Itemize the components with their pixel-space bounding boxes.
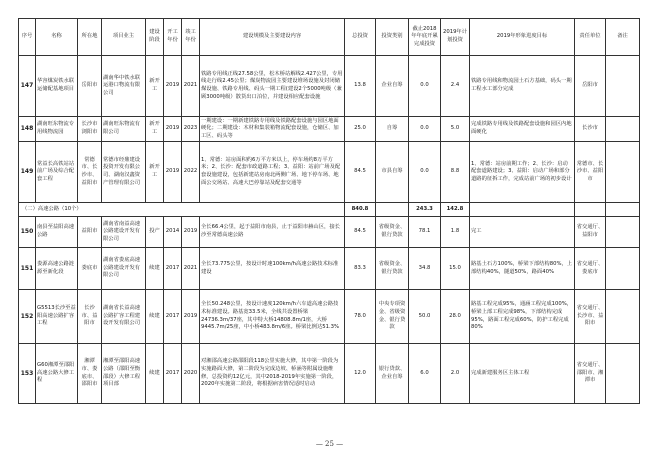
cell-owner: 湖南华中铁水联运港口物流有限公司 xyxy=(102,56,146,117)
cell-note xyxy=(606,142,640,203)
cell-note xyxy=(606,217,640,248)
col-mode-header: 投资类别 xyxy=(376,19,409,56)
col-location-header: 所在地 xyxy=(78,19,102,56)
cell-mode: 省级资金、银行贷款 xyxy=(376,217,409,248)
cell-seq: 148 xyxy=(19,117,36,142)
cell-seq: 147 xyxy=(19,56,36,117)
cell-plan: 2.0 xyxy=(441,344,470,404)
col-plan-header: 2019年计划投资 xyxy=(441,19,470,56)
cell-start: 2019 xyxy=(164,117,182,142)
cell-location: 长沙市浏阳市 xyxy=(78,117,102,142)
header-row xyxy=(19,19,640,56)
section-note xyxy=(606,203,640,217)
col-start-header: 开工年份 xyxy=(164,19,182,56)
cell-scope: 全长50.248公里，按设计速度120km/h六车道高速公路技术标准建设。路基宽33.5米，全线共设置桥梁24736.3m/37座，其中特大桥14808.8m/1座，大桥9445.7m/25座，中小桥483.8m/6座。桥梁比例达51.3% xyxy=(200,290,345,344)
cell-unit: 常德市、长沙市、益阳市 xyxy=(575,142,606,203)
cell-unit: 岳阳市 xyxy=(575,56,606,117)
table-row xyxy=(19,117,640,142)
cell-done: 0.0 xyxy=(409,142,441,203)
cell-name: 华容煤炭铁水联运储配基地项目 xyxy=(36,56,78,117)
cell-unit: 省交通厅、邵阳市、湘潭市 xyxy=(575,344,606,404)
cell-note xyxy=(606,56,640,117)
cell-goal: 路基土石方100%，桥梁下部结构80%，上部结构40%，隧道50%，路面40% xyxy=(470,248,575,290)
cell-total: 83.3 xyxy=(345,248,376,290)
cell-start: 2014 xyxy=(164,217,182,248)
cell-phase: 新开工 xyxy=(146,56,164,117)
section-row xyxy=(19,203,640,217)
cell-location: 长沙市、益阳市 xyxy=(78,290,102,344)
section-mode xyxy=(376,203,409,217)
col-phase-header: 建设阶段 xyxy=(146,19,164,56)
col-note-header: 备注 xyxy=(606,19,640,56)
cell-scope: 铁路专用线正线27.58公里，松木桥站解线2.427公里，专用线走行线2.45公里；煤炭物流园主要建设堆场设施及封闭储煤设施、铁路专用线、码头一期工程(建设2个5000吨级（兼顾3000吨级）散货出口泊位，并建设相应配套设施 xyxy=(200,56,345,117)
cell-goal: 完成铁路专用线及铁路配套设施和园区内地面硬化 xyxy=(470,117,575,142)
cell-goal: 路基工程完成95%，通涵工程完成100%，桥梁上部工程完成98%，下部结构完成95%，路面工程完成60%，防护工程完成80% xyxy=(470,290,575,344)
section-goal xyxy=(470,203,575,217)
cell-owner: 湖南省长益高速公路扩容工程建设开发有限公司 xyxy=(102,290,146,344)
cell-total: 12.0 xyxy=(345,344,376,404)
col-seq-header: 序号 xyxy=(19,19,36,56)
cell-end: 2020 xyxy=(182,344,200,404)
cell-seq: 149 xyxy=(19,142,36,203)
cell-phase: 续建 xyxy=(146,248,164,290)
cell-end: 2022 xyxy=(182,142,200,203)
cell-start: 2019 xyxy=(164,56,182,117)
cell-note xyxy=(606,117,640,142)
cell-owner: 湖南旺东物流有限公司 xyxy=(102,117,146,142)
col-scope-header: 建设规模及主要建设内容 xyxy=(200,19,345,56)
cell-goal: 完成新建服务区主体工程 xyxy=(470,344,575,404)
col-name-header: 名称 xyxy=(36,19,78,56)
cell-start: 2017 xyxy=(164,344,182,404)
cell-owner: 湖南省娄底高速公路建设开发有限公司 xyxy=(102,248,146,290)
cell-mode: 企业自筹 xyxy=(376,56,409,117)
cell-name: 南县至益阳高速公路 xyxy=(36,217,78,248)
cell-owner: 湖南省南益高速公路建设开发有限公司 xyxy=(102,217,146,248)
section-done: 243.3 xyxy=(409,203,441,217)
cell-scope: 全长73.775公里，按设计时速100km/h高速公路技术标准建设 xyxy=(200,248,345,290)
table-row xyxy=(19,142,640,203)
cell-done: 78.1 xyxy=(409,217,441,248)
table-row xyxy=(19,56,640,117)
cell-done: 50.0 xyxy=(409,290,441,344)
cell-phase: 投产 xyxy=(146,217,164,248)
cell-note xyxy=(606,290,640,344)
cell-mode: 自筹 xyxy=(376,117,409,142)
cell-unit: 省交通厅、娄底市 xyxy=(575,248,606,290)
cell-phase: 续建 xyxy=(146,290,164,344)
cell-done: 34.8 xyxy=(409,248,441,290)
cell-end: 2019 xyxy=(182,217,200,248)
cell-end: 2021 xyxy=(182,248,200,290)
cell-start: 2017 xyxy=(164,248,182,290)
cell-goal: 1、常德：站房前期工作；2、长沙：启动配套道路建设；3、益阳：启动广场和部分道路的征拆工作，完成站前广场的初步设计 xyxy=(470,142,575,203)
cell-total: 25.0 xyxy=(345,117,376,142)
cell-plan: 1.8 xyxy=(441,217,470,248)
project-table xyxy=(18,18,640,404)
col-end-header: 竣工年份 xyxy=(182,19,200,56)
cell-mode: 市县自筹 xyxy=(376,142,409,203)
cell-note xyxy=(606,344,640,404)
cell-mode: 银行贷款、企业自筹 xyxy=(376,344,409,404)
cell-seq: 152 xyxy=(19,290,36,344)
cell-location: 益阳市 xyxy=(78,217,102,248)
cell-name: 湖南旺东物流专用线物流园 xyxy=(36,117,78,142)
cell-name: G5513长沙至益阳高速公路扩容工程 xyxy=(36,290,78,344)
cell-done: 0.0 xyxy=(409,56,441,117)
cell-total: 84.5 xyxy=(345,217,376,248)
col-unit-header: 责任单位 xyxy=(575,19,606,56)
cell-start: 2017 xyxy=(164,290,182,344)
table-row xyxy=(19,344,640,404)
cell-end: 2019 xyxy=(182,290,200,344)
cell-plan: 8.8 xyxy=(441,142,470,203)
cell-end: 2021 xyxy=(182,56,200,117)
cell-end: 2023 xyxy=(182,117,200,142)
cell-scope: 1、常德：站房面积约6万平方米以上，停车场约8万平方米；2、长沙：配套市政道路工程；3、益阳：站前广场及配套设施建设，包括新建站房南北两侧广场、地下停车场、地面公交场站、高速大巴停靠站及配套交通等 xyxy=(200,142,345,203)
col-done-header: 截止2018年年底开累完成投资 xyxy=(409,19,441,56)
cell-done: 6.0 xyxy=(409,344,441,404)
cell-scope: 一期建设：一期新建铁路专用线及铁路配套设施与园区地面硬化；二期建设：木材和集装箱物流配套设施，仓储区、加工区、码头等 xyxy=(200,117,345,142)
section-title: （二）高速公路（10个） xyxy=(19,203,345,217)
table-row xyxy=(19,248,640,290)
cell-mode: 中央专项资金、省级资金、银行贷款 xyxy=(376,290,409,344)
col-goal-header: 2019年形象进度目标 xyxy=(470,19,575,56)
cell-total: 84.5 xyxy=(345,142,376,203)
cell-scope: 全长66.4公里，起于益阳市南县，止于益阳市赫山区，接长沙至常德高速公路 xyxy=(200,217,345,248)
cell-scope: 对湘邵高速公路邵阳段118公里实施大修，其中第一阶段为实施路面大修，第二阶段为完成边坡、桥涵等附属设施维修，总投资约12亿元，其中2018-2019年实施第一阶段，2020年实施第二阶段，将根据病害情况适时启动 xyxy=(200,344,345,404)
cell-goal: 完工 xyxy=(470,217,575,248)
cell-name: 常益长高铁站站前广场及综合配套工程 xyxy=(36,142,78,203)
cell-phase: 新开工 xyxy=(146,142,164,203)
cell-mode: 省级资金、银行贷款 xyxy=(376,248,409,290)
cell-total: 13.8 xyxy=(345,56,376,117)
page-number: — 25 — xyxy=(315,440,344,448)
cell-plan: 5.0 xyxy=(441,117,470,142)
cell-unit: 省交通厅、长沙市、益阳市 xyxy=(575,290,606,344)
cell-seq: 151 xyxy=(19,248,36,290)
cell-location: 岳阳市 xyxy=(78,56,102,117)
cell-location: 常德市、长沙市、益阳市 xyxy=(78,142,102,203)
cell-done: 0.0 xyxy=(409,117,441,142)
cell-location: 湘潭市、娄底市、邵阳市 xyxy=(78,344,102,404)
cell-owner: 湘潭至邵阳高速公路（邵阳至衡邵段）大修工程项目部 xyxy=(102,344,146,404)
cell-start: 2019 xyxy=(164,142,182,203)
col-owner-header: 项目业主 xyxy=(102,19,146,56)
section-unit xyxy=(575,203,606,217)
cell-plan: 28.0 xyxy=(441,290,470,344)
cell-unit: 省交通厅、益阳市 xyxy=(575,217,606,248)
cell-unit: 长沙市 xyxy=(575,117,606,142)
cell-seq: 153 xyxy=(19,344,36,404)
cell-total: 78.0 xyxy=(345,290,376,344)
col-total-header: 总投资 xyxy=(345,19,376,56)
cell-goal: 铁路专用线和物流园土石方基础，码头一期工程水工部分完成 xyxy=(470,56,575,117)
cell-note xyxy=(606,248,640,290)
table-row xyxy=(19,290,640,344)
section-total: 840.8 xyxy=(345,203,376,217)
cell-name: G60湘潭至邵阳高速公路大修工程 xyxy=(36,344,78,404)
cell-name: 娄源高速公路涟源至新化段 xyxy=(36,248,78,290)
cell-plan: 2.4 xyxy=(441,56,470,117)
section-plan: 142.8 xyxy=(441,203,470,217)
cell-phase: 续建 xyxy=(146,344,164,404)
project-table-sheet xyxy=(18,18,640,404)
table-row xyxy=(19,217,640,248)
cell-phase: 新开工 xyxy=(146,117,164,142)
cell-seq: 150 xyxy=(19,217,36,248)
cell-location: 娄底市 xyxy=(78,248,102,290)
cell-plan: 15.0 xyxy=(441,248,470,290)
cell-owner: 常德市经鼎建设投资开发有限公司、湖南汉鑫资产管理有限公司 xyxy=(102,142,146,203)
